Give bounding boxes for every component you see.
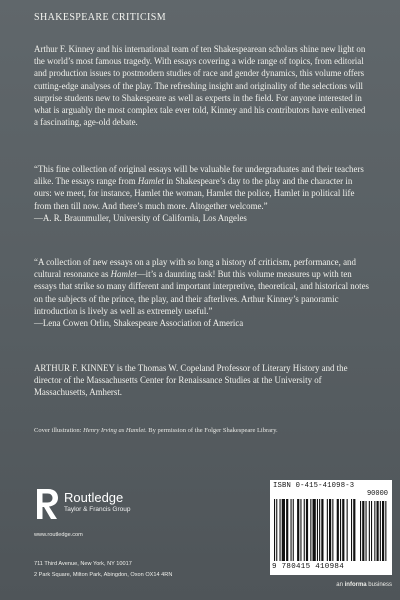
quote-attribution: —A. R. Braunmuller, University of California, Los Angeles (34, 212, 247, 223)
publisher-logo (34, 487, 214, 527)
review-quote-orlin (34, 256, 370, 329)
section-heading: SHAKESPEARE CRITICISM (34, 12, 167, 23)
quote-text: “A collection of new essays on a play with so long a history of criticism, performance, and cultural resonance as Hamlet—it’s a daunting task! But this volume measures up with ten essays that strike so many different and important interpretive, theoretical, and historical notes on the subjects of the prince, the play, and their afterlives. Arthur Kinney’s panoramic introduction is lively as well as extremely useful.” (34, 257, 370, 316)
cover-credit: Cover illustration: Henry Irving as Hamlet. By permission of the Folger Shakespeare Library. (34, 427, 278, 434)
review-quote-braunmuller (34, 163, 370, 224)
quote-text: “This fine collection of original essays will be valuable for undergraduates and their teachers alike. The essays range from Hamlet in Shakespeare’s day to the play and the character in ours: we meet, for instance, Hamlet the woman, Hamlet the police, Hamlet in political life from then till now. And there’s much more. Altogether welcome.” (34, 164, 364, 211)
quote-attribution: —Lena Cowen Orlin, Shakespeare Association of America (34, 318, 244, 329)
author-bio: ARTHUR F. KINNEY is the Thomas W. Copeland Professor of Literary History and the director of the Massachusetts Center for Renaissance Studies at the University of Massachusetts, Amherst. (34, 363, 348, 398)
barcode-panel (270, 480, 392, 575)
informa-business-note: an informa business (336, 582, 392, 588)
publisher-group: Taylor & Francis Group (64, 506, 131, 513)
price-code: 90000 (366, 490, 388, 498)
routledge-logo-icon (34, 487, 60, 521)
publisher-address-uk: 2 Park Square, Milton Park, Abingdon, Oxon OX14 4RN (34, 572, 173, 578)
ean-digits: 9 780415 410984 (272, 563, 345, 571)
barcode-icon (270, 499, 392, 563)
book-description: Arthur F. Kinney and his international team of ten Shakespearean scholars shine new light on the world’s most famous tragedy. With essays covering a wide range of topics, from editorial and production issues to postmodern studies of race and gender dynamics, this volume offers cutting-edge analyses of the play. The refreshing insight and originality of the selections will surprise students new to Shakespeare as well as experts in the field. For anyone interested in what is arguably the most complex tale ever told, Kinney and his contributors have enlivened a fascinating, age-old debate. (34, 44, 366, 128)
publisher-website: www.routledge.com (34, 532, 83, 538)
isbn-label: ISBN 0-415-41098-3 (273, 482, 355, 490)
publisher-address-us: 711 Third Avenue, New York, NY 10017 (34, 561, 132, 567)
publisher-name: Routledge (64, 490, 124, 505)
